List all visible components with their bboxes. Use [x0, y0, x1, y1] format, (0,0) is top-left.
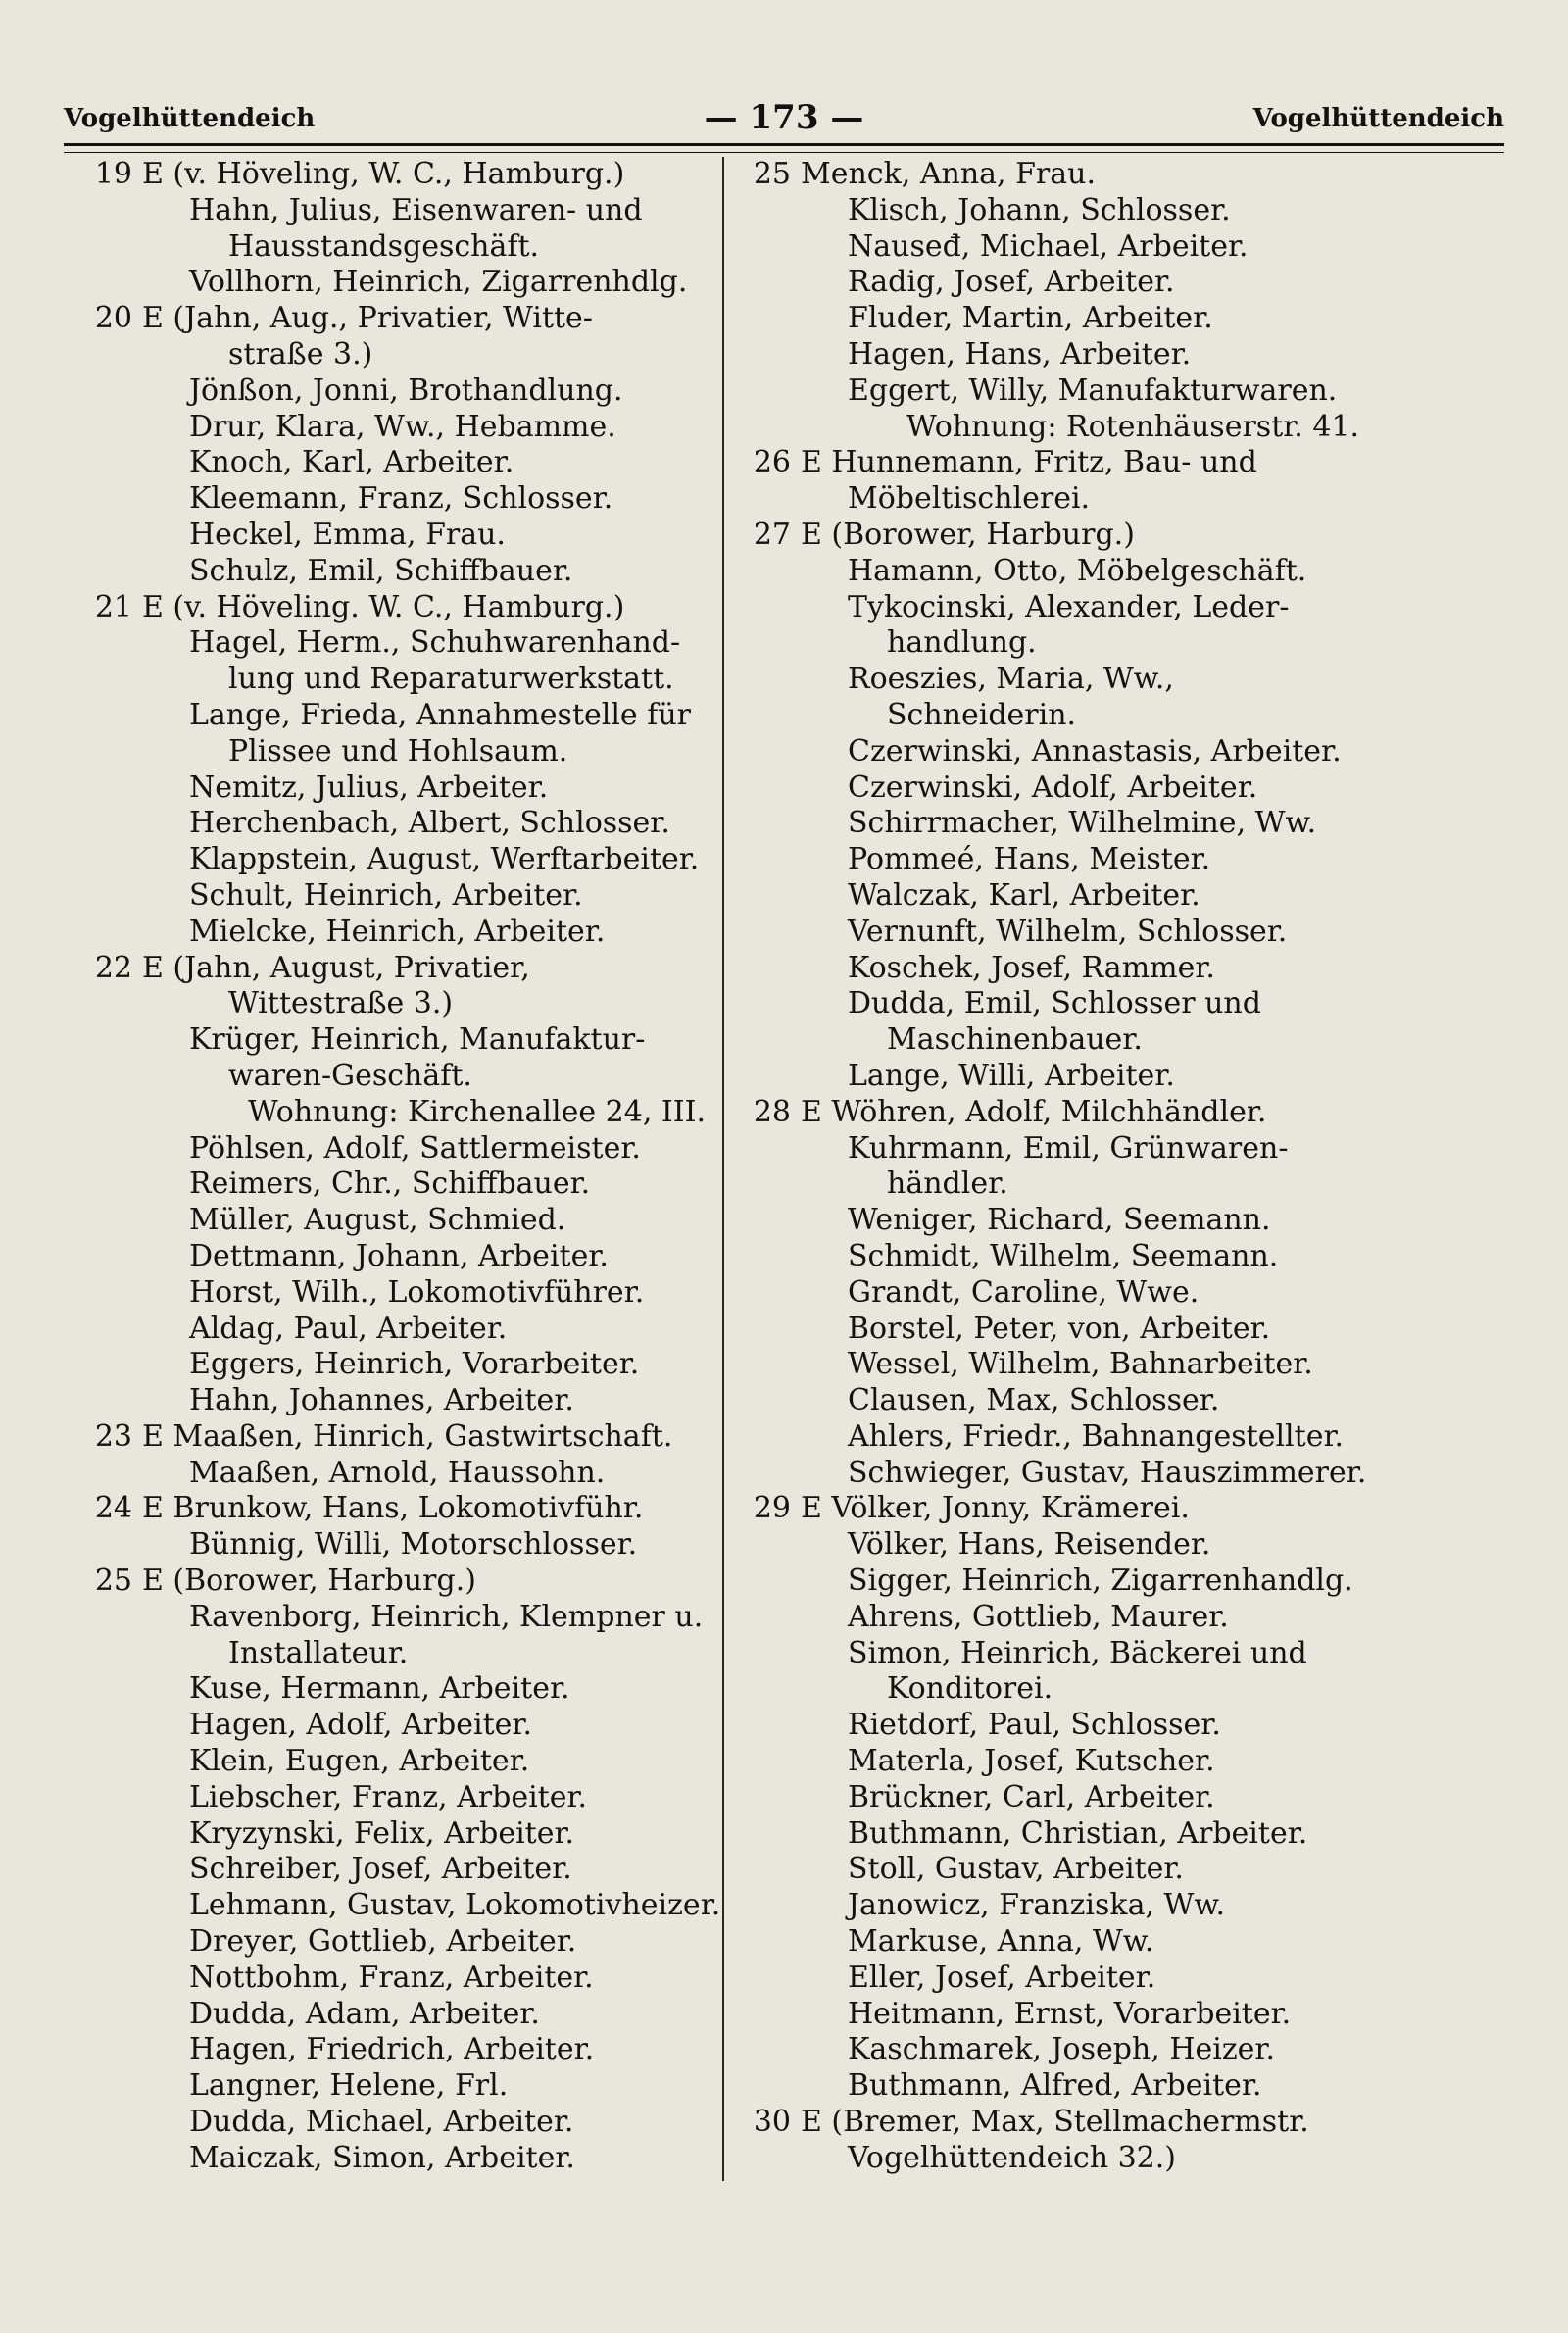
directory-line — [737, 1347, 1364, 1383]
resident-entry-text: Grandt, Caroline, Wwe. — [848, 1274, 1200, 1310]
directory-line — [737, 265, 1364, 301]
directory-line — [78, 2032, 691, 2068]
resident-entry-text: Dudda, Emil, Schlosser und — [848, 986, 1261, 1021]
directory-line — [78, 1961, 691, 1997]
directory-line — [737, 1924, 1364, 1961]
resident-entry-text: Schneiderin. — [887, 697, 1077, 732]
resident-entry-text: Nemitz, Julius, Arbeiter. — [189, 769, 549, 805]
directory-line — [737, 1671, 1364, 1708]
directory-line — [737, 1491, 1364, 1527]
house-number: 23 — [94, 1418, 132, 1454]
directory-line — [78, 1275, 691, 1312]
directory-line — [78, 1527, 691, 1564]
resident-entry-text: Brückner, Carl, Arbeiter. — [848, 1779, 1215, 1814]
resident-entry-text: Ravenborg, Heinrich, Klempner u. — [189, 1599, 704, 1634]
resident-entry-text: Wittestraße 3.) — [228, 986, 454, 1021]
resident-entry-text: Müller, August, Schmied. — [189, 1203, 566, 1238]
resident-entry-text: Lange, Frieda, Annahmestelle für — [189, 697, 691, 732]
resident-entry-text: Heitmann, Ernst, Vorarbeiter. — [848, 1996, 1292, 2031]
directory-line — [78, 1564, 691, 1600]
directory-line — [737, 518, 1364, 554]
house-number: 25 — [753, 157, 791, 191]
directory-line — [737, 1527, 1364, 1564]
directory-line — [737, 1961, 1364, 1997]
directory-line — [78, 554, 691, 590]
directory-line — [737, 1564, 1364, 1600]
directory-line — [78, 1671, 691, 1708]
resident-entry-text: Czerwinski, Adolf, Arbeiter. — [848, 769, 1258, 805]
resident-entry-text: Reimers, Chr., Schiffbauer. — [189, 1166, 591, 1202]
directory-line — [737, 1131, 1364, 1167]
directory-line — [737, 1852, 1364, 1888]
directory-line — [737, 1780, 1364, 1816]
resident-entry-text: E Brunkow, Hans, Lokomotivführ. — [142, 1491, 644, 1526]
directory-line — [78, 1491, 691, 1527]
header-right-street: Vogelhüttendeich — [1252, 104, 1504, 133]
directory-line — [78, 1094, 706, 1131]
directory-line — [78, 1383, 691, 1419]
resident-entry-text: Buthmann, Alfred, Arbeiter. — [848, 2068, 1262, 2104]
resident-entry-text: Pöhlsen, Adolf, Sattlermeister. — [189, 1130, 641, 1166]
directory-line — [78, 1239, 691, 1275]
resident-entry-text: Walczak, Karl, Arbeiter. — [848, 877, 1200, 913]
directory-line — [78, 1203, 691, 1239]
directory-line — [737, 1022, 1364, 1059]
resident-entry-text: Materla, Josef, Kutscher. — [848, 1744, 1215, 1779]
directory-line — [737, 2032, 1364, 2068]
resident-entry-text: Nottbohm, Franz, Arbeiter. — [189, 1960, 594, 1995]
directory-line — [737, 410, 1364, 446]
directory-line — [737, 445, 1364, 481]
directory-line — [737, 1095, 1364, 1131]
resident-entry-text: Hagel, Herm., Schuhwarenhand- — [189, 625, 681, 661]
directory-line — [737, 1600, 1364, 1636]
directory-line — [78, 229, 691, 266]
directory-line — [737, 1636, 1364, 1672]
resident-entry-text: Kaschmarek, Joseph, Heizer. — [848, 2032, 1275, 2067]
resident-entry-text: Wessel, Wilhelm, Bahnarbeiter. — [848, 1347, 1313, 1382]
resident-entry-text: Ahrens, Gottlieb, Maurer. — [848, 1599, 1229, 1634]
resident-entry-text: Jönßon, Jonni, Brothandlung. — [189, 372, 623, 408]
resident-entry-text: E (Jahn, August, Privatier, — [142, 950, 530, 985]
directory-line — [737, 951, 1364, 987]
page-header — [64, 98, 1504, 147]
resident-entry-text: lung und Reparaturwerkstatt. — [228, 662, 674, 697]
resident-entry-text: handlung. — [887, 625, 1037, 661]
resident-entry-text: E (v. Höveling, W. C., Hamburg.) — [142, 157, 625, 191]
resident-entry-text: Schult, Heinrich, Arbeiter. — [189, 877, 583, 913]
resident-entry-text: Schmidt, Wilhelm, Seemann. — [848, 1238, 1279, 1273]
directory-line — [737, 554, 1364, 590]
header-left-street: Vogelhüttendeich — [64, 104, 316, 133]
directory-line — [737, 770, 1364, 807]
resident-entry-text: Koschek, Josef, Rammer. — [848, 950, 1215, 985]
resident-entry-text: Mielcke, Heinrich, Arbeiter. — [189, 914, 606, 949]
directory-line — [78, 1131, 691, 1167]
resident-entry-text: Völker, Hans, Reisender. — [848, 1527, 1211, 1563]
resident-entry-text: Kuhrmann, Emil, Grünwaren- — [848, 1130, 1289, 1166]
directory-line — [78, 878, 691, 915]
resident-entry-text: Möbeltischlerei. — [848, 481, 1091, 517]
resident-entry-text: Schreiber, Josef, Arbeiter. — [189, 1852, 572, 1887]
directory-line — [78, 518, 691, 554]
resident-entry-text: Dreyer, Gottlieb, Arbeiter. — [189, 1924, 577, 1960]
directory-line — [737, 481, 1364, 518]
directory-line — [737, 1419, 1364, 1456]
resident-entry-text: Hagen, Adolf, Arbeiter. — [189, 1708, 532, 1743]
resident-entry-text: E (Bremer, Max, Stellmachermstr. — [801, 2105, 1309, 2140]
resident-entry-text: Pommeé, Hans, Meister. — [848, 842, 1211, 877]
directory-line — [78, 481, 691, 518]
resident-entry-text: E (Borower, Harburg.) — [142, 1564, 476, 1599]
resident-entry-text: Borstel, Peter, von, Arbeiter. — [848, 1311, 1271, 1346]
directory-line — [78, 1924, 691, 1961]
directory-line — [78, 157, 691, 193]
directory-line — [78, 265, 691, 301]
directory-line — [737, 1059, 1364, 1095]
resident-entry-text: Kryzynski, Felix, Arbeiter. — [189, 1815, 575, 1851]
resident-entry-text: Czerwinski, Annastasis, Arbeiter. — [848, 733, 1342, 769]
directory-line — [78, 337, 691, 373]
house-number: 27 — [753, 517, 791, 552]
resident-entry-text: Schwieger, Gustav, Hauszimmerer. — [848, 1455, 1367, 1490]
resident-entry-text: Eggert, Willy, Manufakturwaren. — [848, 372, 1338, 408]
resident-entry-text: Liebscher, Franz, Arbeiter. — [189, 1779, 588, 1814]
directory-line — [78, 1312, 691, 1348]
resident-entry-text: Markuse, Anna, Ww. — [848, 1924, 1154, 1960]
resident-entry-text: Dettmann, Johann, Arbeiter. — [189, 1238, 609, 1273]
house-number: 29 — [753, 1491, 791, 1526]
resident-entry-text: Lehmann, Gustav, Lokomotivheizer. — [189, 1888, 721, 1923]
column-divider — [722, 157, 724, 2181]
resident-entry-text: Schulz, Emil, Schiffbauer. — [189, 553, 573, 588]
resident-entry-text: Horst, Wilh., Lokomotivführer. — [189, 1274, 645, 1310]
resident-entry-text: Vollhorn, Heinrich, Zigarrenhdlg. — [189, 265, 688, 300]
directory-line — [78, 1780, 691, 1816]
directory-line — [78, 625, 691, 662]
directory-line — [78, 1888, 721, 1924]
resident-entry-text: Stoll, Gustav, Arbeiter. — [848, 1852, 1184, 1887]
resident-entry-text: Aldag, Paul, Arbeiter. — [189, 1311, 508, 1346]
resident-entry-text: E (v. Höveling. W. C., Hamburg.) — [142, 589, 625, 624]
directory-line — [737, 1312, 1364, 1348]
house-number: 25 — [94, 1564, 132, 1599]
directory-line — [737, 662, 1364, 698]
resident-entry-text: Janowicz, Franziska, Ww. — [848, 1888, 1226, 1923]
resident-entry-text: Hagen, Friedrich, Arbeiter. — [189, 2032, 595, 2067]
directory-line — [737, 373, 1364, 410]
resident-entry-text: Ahlers, Friedr., Bahnangestellter. — [848, 1418, 1345, 1454]
resident-entry-text: Maaßen, Arnold, Haussohn. — [189, 1455, 606, 1490]
resident-entry-text: Heckel, Emma, Frau. — [189, 517, 506, 552]
resident-entry-text: Maiczak, Simon, Arbeiter. — [189, 2140, 575, 2175]
directory-line — [737, 1166, 1364, 1203]
resident-entry-text: Wohnung: Kirchenallee 24, III. — [248, 1094, 706, 1129]
directory-line — [78, 373, 691, 410]
resident-entry-text: E Hunnemann, Fritz, Bau- und — [801, 445, 1257, 480]
directory-line — [78, 986, 691, 1022]
directory-line — [78, 915, 691, 951]
resident-entry-text: E Maaßen, Hinrich, Gastwirtschaft. — [142, 1418, 673, 1454]
resident-entry-text: Drur, Klara, Ww., Hebamme. — [189, 409, 616, 444]
house-number: 20 — [94, 301, 132, 336]
directory-line — [78, 806, 691, 842]
directory-line — [737, 337, 1364, 373]
resident-entry-text: Dudda, Adam, Arbeiter. — [189, 1996, 540, 2031]
directory-line — [78, 1059, 691, 1095]
house-number: 26 — [753, 445, 791, 480]
resident-entry-text: straße 3.) — [228, 336, 373, 372]
resident-entry-text: Weniger, Richard, Seemann. — [848, 1203, 1271, 1238]
resident-entry-text: Lange, Willi, Arbeiter. — [848, 1058, 1175, 1093]
resident-entry-text: Knoch, Karl, Arbeiter. — [189, 445, 514, 480]
directory-line — [737, 806, 1364, 842]
directory-line — [737, 1455, 1367, 1492]
directory-line — [78, 1708, 691, 1744]
directory-line — [78, 951, 691, 987]
resident-entry-text: Maschinenbauer. — [887, 1022, 1143, 1058]
resident-entry-text: Konditorei. — [887, 1671, 1054, 1707]
resident-entry-text: Dudda, Michael, Arbeiter. — [189, 2105, 574, 2140]
directory-line — [78, 662, 691, 698]
house-number: 30 — [753, 2105, 791, 2140]
directory-line — [737, 1816, 1364, 1853]
directory-line — [78, 1997, 691, 2033]
resident-entry-text: händler. — [887, 1166, 1008, 1202]
directory-line — [737, 590, 1364, 626]
header-double-rule — [64, 143, 1504, 153]
directory-line — [737, 193, 1364, 229]
directory-line — [737, 1708, 1364, 1744]
directory-line — [737, 301, 1364, 337]
resident-entry-text: Herchenbach, Albert, Schlosser. — [189, 806, 670, 841]
directory-line — [78, 1347, 691, 1383]
directory-line — [78, 1166, 691, 1203]
directory-line — [737, 625, 1364, 662]
directory-line — [78, 1852, 691, 1888]
resident-entry-text: Klappstein, August, Werftarbeiter. — [189, 842, 700, 877]
directory-line — [78, 770, 691, 807]
directory-line — [78, 1419, 691, 1456]
resident-entry-text: Simon, Heinrich, Bäckerei und — [848, 1635, 1307, 1670]
house-number: 22 — [94, 950, 132, 985]
directory-line — [737, 915, 1364, 951]
resident-entry-text: Radig, Josef, Arbeiter. — [848, 265, 1175, 300]
resident-entry-text: Eggers, Heinrich, Vorarbeiter. — [189, 1347, 640, 1382]
directory-line — [78, 1456, 691, 1492]
resident-entry-text: E (Jahn, Aug., Privatier, Witte- — [142, 301, 593, 336]
resident-entry-text: Nauseđ, Michael, Arbeiter. — [848, 228, 1249, 264]
resident-entry-text: E Wöhren, Adolf, Milchhändler. — [801, 1094, 1267, 1129]
resident-entry-text: Kuse, Hermann, Arbeiter. — [189, 1671, 570, 1707]
resident-entry-text: E (Borower, Harburg.) — [801, 517, 1135, 552]
resident-entry-text: Eller, Josef, Arbeiter. — [848, 1960, 1156, 1995]
directory-line — [737, 2105, 1364, 2141]
directory-line — [737, 2141, 1364, 2177]
resident-entry-text: Plissee und Hohlsaum. — [228, 733, 568, 769]
resident-entry-text: Hausstandsgeschäft. — [228, 228, 540, 264]
directory-line — [737, 1997, 1364, 2033]
resident-entry-text: Buthmann, Christian, Arbeiter. — [848, 1815, 1308, 1851]
directory-line — [78, 590, 691, 626]
resident-entry-text: Rietdorf, Paul, Schlosser. — [848, 1708, 1221, 1743]
resident-entry-text: Vogelhüttendeich 32.) — [848, 2140, 1176, 2175]
page-number: — 173 — — [704, 98, 864, 137]
directory-line — [737, 157, 1364, 193]
directory-line — [737, 1744, 1364, 1780]
resident-entry-text: Vernunft, Wilhelm, Schlosser. — [848, 914, 1288, 949]
directory-line — [78, 698, 691, 734]
directory-line — [737, 1239, 1364, 1275]
right-column — [737, 157, 1367, 2177]
resident-entry-text: Roeszies, Maria, Ww., — [848, 662, 1174, 697]
resident-entry-text: Sigger, Heinrich, Zigarrenhandlg. — [848, 1564, 1353, 1599]
directory-line — [737, 1203, 1364, 1239]
resident-entry-text: Langner, Helene, Frl. — [189, 2068, 509, 2104]
house-number: 19 — [94, 157, 132, 191]
resident-entry-text: Bünnig, Willi, Motorschlosser. — [189, 1527, 638, 1563]
resident-entry-text: waren-Geschäft. — [228, 1058, 472, 1093]
directory-line — [78, 2068, 691, 2105]
directory-line — [78, 410, 691, 446]
resident-entry-text: Installateur. — [228, 1635, 409, 1670]
left-column — [78, 157, 721, 2177]
resident-entry-text: Menck, Anna, Frau. — [801, 157, 1097, 191]
house-number: 21 — [94, 589, 132, 624]
resident-entry-text: E Völker, Jonny, Krämerei. — [801, 1491, 1190, 1526]
directory-line — [78, 2141, 691, 2177]
directory-line — [78, 1022, 691, 1059]
directory-line — [737, 229, 1364, 266]
resident-entry-text: Kleemann, Franz, Schlosser. — [189, 481, 613, 517]
directory-line — [737, 698, 1364, 734]
resident-entry-text: Klisch, Johann, Schlosser. — [848, 192, 1231, 227]
directory-line — [78, 1599, 704, 1636]
resident-entry-text: Wohnung: Rotenhäuserstr. 41. — [906, 409, 1360, 444]
resident-entry-text: Clausen, Max, Schlosser. — [848, 1383, 1220, 1418]
directory-line — [78, 301, 691, 337]
resident-entry-text: Hamann, Otto, Möbelgeschäft. — [848, 553, 1307, 588]
directory-line — [78, 1636, 691, 1672]
resident-entry-text: Tykocinski, Alexander, Leder- — [848, 589, 1290, 624]
directory-line — [78, 1816, 691, 1853]
directory-line — [737, 1275, 1364, 1312]
resident-entry-text: Fluder, Martin, Arbeiter. — [848, 301, 1213, 336]
directory-line — [78, 2105, 691, 2141]
resident-entry-text: Hahn, Johannes, Arbeiter. — [189, 1383, 574, 1418]
directory-line — [737, 1888, 1364, 1924]
resident-entry-text: Krüger, Heinrich, Manufaktur- — [189, 1022, 646, 1058]
directory-line — [78, 193, 691, 229]
directory-line — [78, 842, 700, 878]
directory-line — [737, 1383, 1364, 1419]
resident-entry-text: Hagen, Hans, Arbeiter. — [848, 336, 1192, 372]
directory-line — [737, 878, 1364, 915]
directory-line — [78, 445, 691, 481]
directory-line — [737, 734, 1364, 770]
house-number: 24 — [94, 1491, 132, 1526]
resident-entry-text: Hahn, Julius, Eisenwaren- und — [189, 192, 643, 227]
house-number: 28 — [753, 1094, 791, 1129]
directory-line — [78, 734, 691, 770]
directory-line — [737, 842, 1364, 878]
directory-line — [737, 986, 1364, 1022]
directory-line — [78, 1744, 691, 1780]
resident-entry-text: Schirrmacher, Wilhelmine, Ww. — [848, 806, 1317, 841]
directory-line — [737, 2068, 1364, 2105]
resident-entry-text: Klein, Eugen, Arbeiter. — [189, 1744, 530, 1779]
